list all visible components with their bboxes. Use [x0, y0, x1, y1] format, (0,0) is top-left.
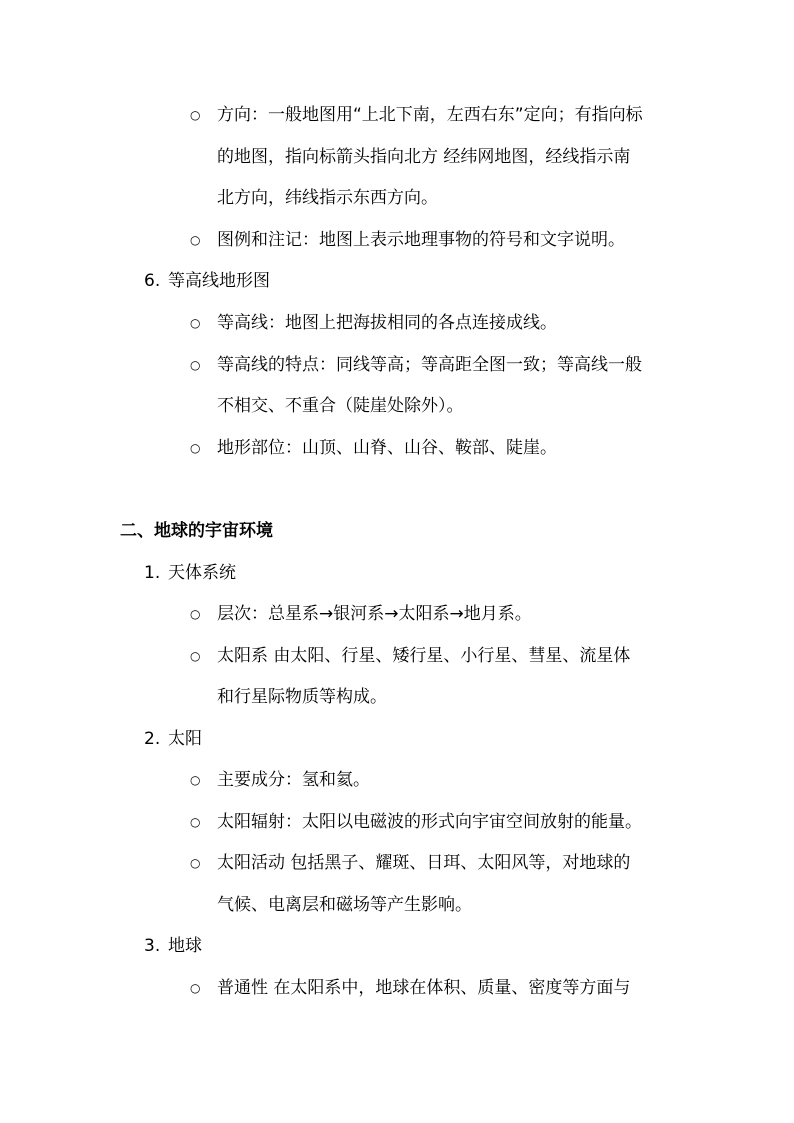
- text-line: 和行星际物质等构成。: [217, 687, 387, 707]
- bullet-marker: ○: [190, 981, 201, 995]
- text-line: 图例和注记：地图上表示地理事物的符号和文字说明。: [217, 230, 625, 250]
- list-item-title: 太阳: [168, 729, 202, 749]
- list-number: 1.: [144, 563, 161, 583]
- text-line: 北方向，纬线指示东西方向。: [217, 188, 438, 208]
- bullet-marker: ○: [190, 815, 201, 829]
- bullet-marker: ○: [190, 316, 201, 330]
- bullet-marker: ○: [190, 108, 201, 122]
- bullet-marker: ○: [190, 607, 201, 621]
- text-line: 主要成分：氢和氦。: [217, 770, 370, 790]
- text-line: 太阳活动 包括黑子、耀斑、日珥、太阳风等，对地球的: [217, 853, 631, 873]
- bullet-marker: ○: [190, 233, 201, 247]
- text-line: 气候、电离层和磁场等产生影响。: [217, 895, 472, 915]
- text-line: 的地图，指向标箭头指向北方 经纬网地图，经线指示南: [217, 147, 631, 167]
- text-line: 不相交、不重合（陡崖处除外）。: [217, 396, 464, 416]
- bullet-marker: ○: [190, 649, 201, 663]
- text-line: 方向：一般地图用“上北下南，左西右东”定向；有指向标: [217, 105, 643, 125]
- bullet-marker: ○: [190, 856, 201, 870]
- text-line: 等高线的特点：同线等高；等高距全图一致；等高线一般: [217, 355, 642, 375]
- text-line: 等高线：地图上把海拔相同的各点连接成线。: [217, 313, 557, 333]
- list-number: 6.: [144, 271, 161, 291]
- bullet-marker: ○: [190, 773, 201, 787]
- text-line: 太阳系 由太阳、行星、矮行星、小行星、彗星、流星体: [217, 646, 631, 666]
- list-item-title: 天体系统: [168, 563, 236, 583]
- bullet-marker: ○: [190, 441, 201, 455]
- text-line: 地形部位：山顶、山脊、山谷、鞍部、陡崖。: [217, 438, 557, 458]
- section-heading: 二、地球的宇宙环境: [120, 521, 273, 541]
- list-number: 2.: [144, 729, 161, 749]
- bullet-marker: ○: [190, 358, 201, 372]
- text-line: 层次：总星系→银河系→太阳系→地月系。: [217, 604, 532, 624]
- text-line: 太阳辐射：太阳以电磁波的形式向宇宙空间放射的能量。: [217, 812, 642, 832]
- list-item-title: 地球: [168, 936, 202, 956]
- list-item-title: 等高线地形图: [168, 271, 270, 291]
- list-number: 3.: [144, 936, 161, 956]
- text-line: 普通性 在太阳系中，地球在体积、质量、密度等方面与: [217, 978, 631, 998]
